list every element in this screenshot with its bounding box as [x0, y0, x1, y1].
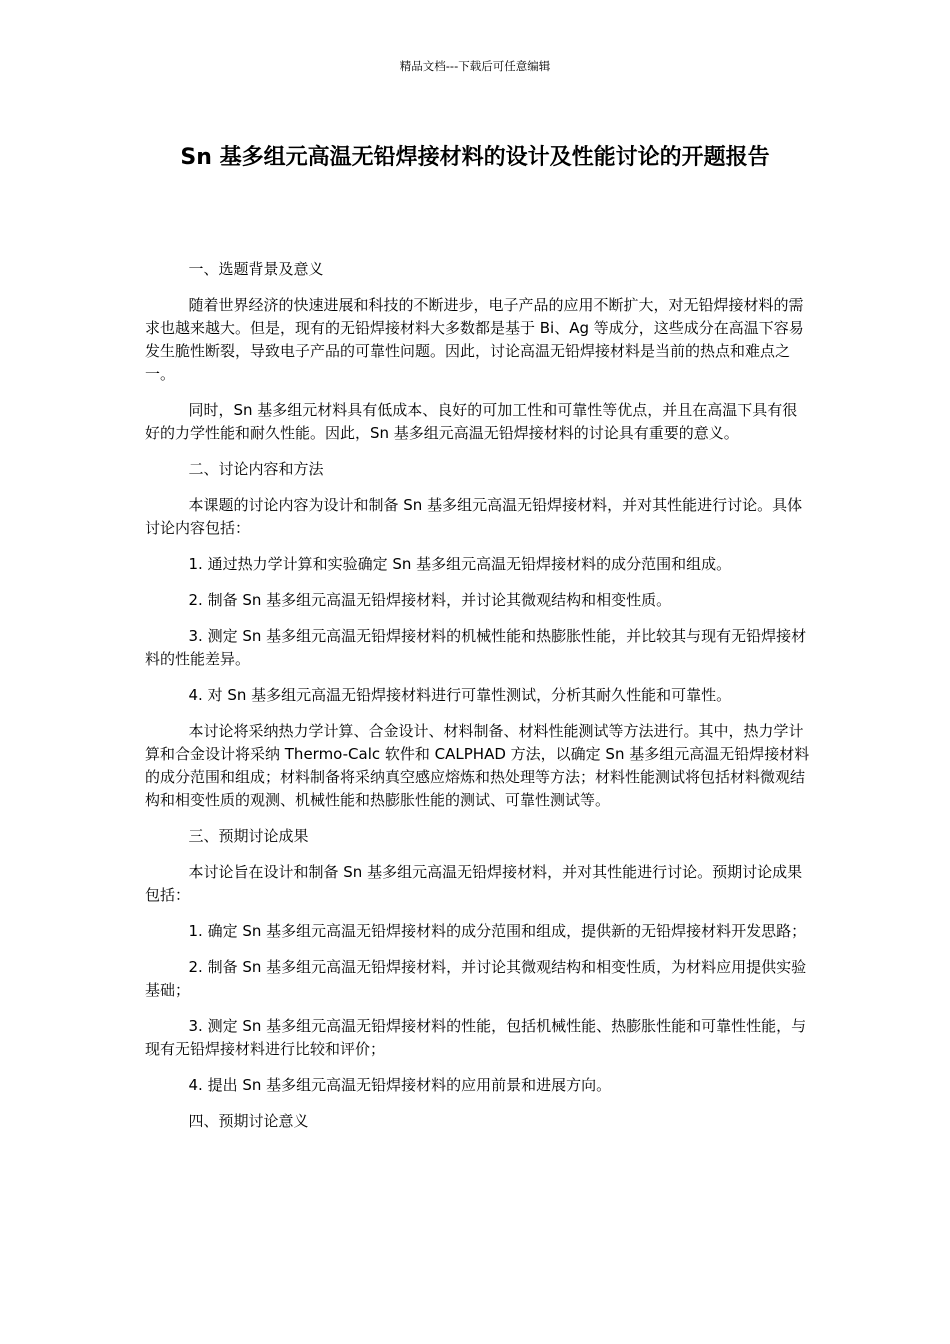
paragraph-research-content: 本课题的讨论内容为设计和制备 Sn 基多组元高温无铅焊接材料，并对其性能进行讨论。具体讨论内容包括：: [145, 496, 803, 537]
paragraph-expected-results: 本讨论旨在设计和制备 Sn 基多组元高温无铅焊接材料，并对其性能进行讨论。预期讨论成果包括：: [145, 863, 803, 904]
list-item-result-3: 3. 测定 Sn 基多组元高温无铅焊接材料的性能，包括机械性能、热膨胀性能和可靠性性能，与现有无铅焊接材料进行比较和评价；: [145, 1017, 807, 1058]
paragraph-background: 随着世界经济的快速进展和科技的不断进步，电子产品的应用不断扩大，对无铅焊接材料的需求也越来越大。但是，现有的无铅焊接材料大多数都是基于 Bi、Ag 等成分，这些成分在高温下容易发生脆性断裂，导致电子产品的可靠性问题。因此，讨论高温无铅焊接材料是当前的热点和难点之一。: [145, 296, 804, 383]
list-item-result-2: 2. 制备 Sn 基多组元高温无铅焊接材料，并讨论其微观结构和相变性质，为材料应用提供实验基础；: [145, 958, 807, 999]
section-heading-content-methods: 二、讨论内容和方法: [188, 460, 324, 478]
page-header: 精品文档---下载后可任意编辑: [399, 59, 551, 73]
document-title: Sn 基多组元高温无铅焊接材料的设计及性能讨论的开题报告: [180, 145, 770, 170]
list-item-result-4: 4. 提出 Sn 基多组元高温无铅焊接材料的应用前景和进展方向。: [188, 1076, 612, 1094]
list-item-content-3: 3. 测定 Sn 基多组元高温无铅焊接材料的机械性能和热膨胀性能，并比较其与现有无铅焊接材料的性能差异。: [145, 627, 807, 668]
list-item-content-4: 4. 对 Sn 基多组元高温无铅焊接材料进行可靠性测试，分析其耐久性能和可靠性。: [188, 686, 732, 704]
paragraph-sn-advantages: 同时，Sn 基多组元材料具有低成本、良好的可加工性和可靠性等优点，并且在高温下具有很好的力学性能和耐久性能。因此，Sn 基多组元高温无铅焊接材料的讨论具有重要的意义。: [145, 401, 798, 442]
list-item-result-1: 1. 确定 Sn 基多组元高温无铅焊接材料的成分范围和组成，提供新的无铅焊接材料开发思路；: [188, 922, 807, 940]
section-heading-significance: 四、预期讨论意义: [188, 1112, 309, 1130]
list-item-content-1: 1. 通过热力学计算和实验确定 Sn 基多组元高温无铅焊接材料的成分范围和组成。: [188, 555, 732, 573]
section-heading-background: 一、选题背景及意义: [188, 260, 324, 278]
paragraph-methods: 本讨论将采纳热力学计算、合金设计、材料制备、材料性能测试等方法进行。其中，热力学计算和合金设计将采纳 Thermo-Calc 软件和 CALPHAD 方法，以确定 Sn 基多组元高温无铅焊接材料的成分范围和组成；材料制备将采纳真空感应熔炼和热处理等方法；材料性能测试将包括材料微观结构和相变性质的观测、机械性能和热膨胀性能的测试、可靠性测试等。: [145, 722, 810, 809]
document-body: [145, 258, 810, 1146]
section-heading-expected-results: 三、预期讨论成果: [188, 827, 309, 845]
list-item-content-2: 2. 制备 Sn 基多组元高温无铅焊接材料，并讨论其微观结构和相变性质。: [188, 591, 672, 609]
